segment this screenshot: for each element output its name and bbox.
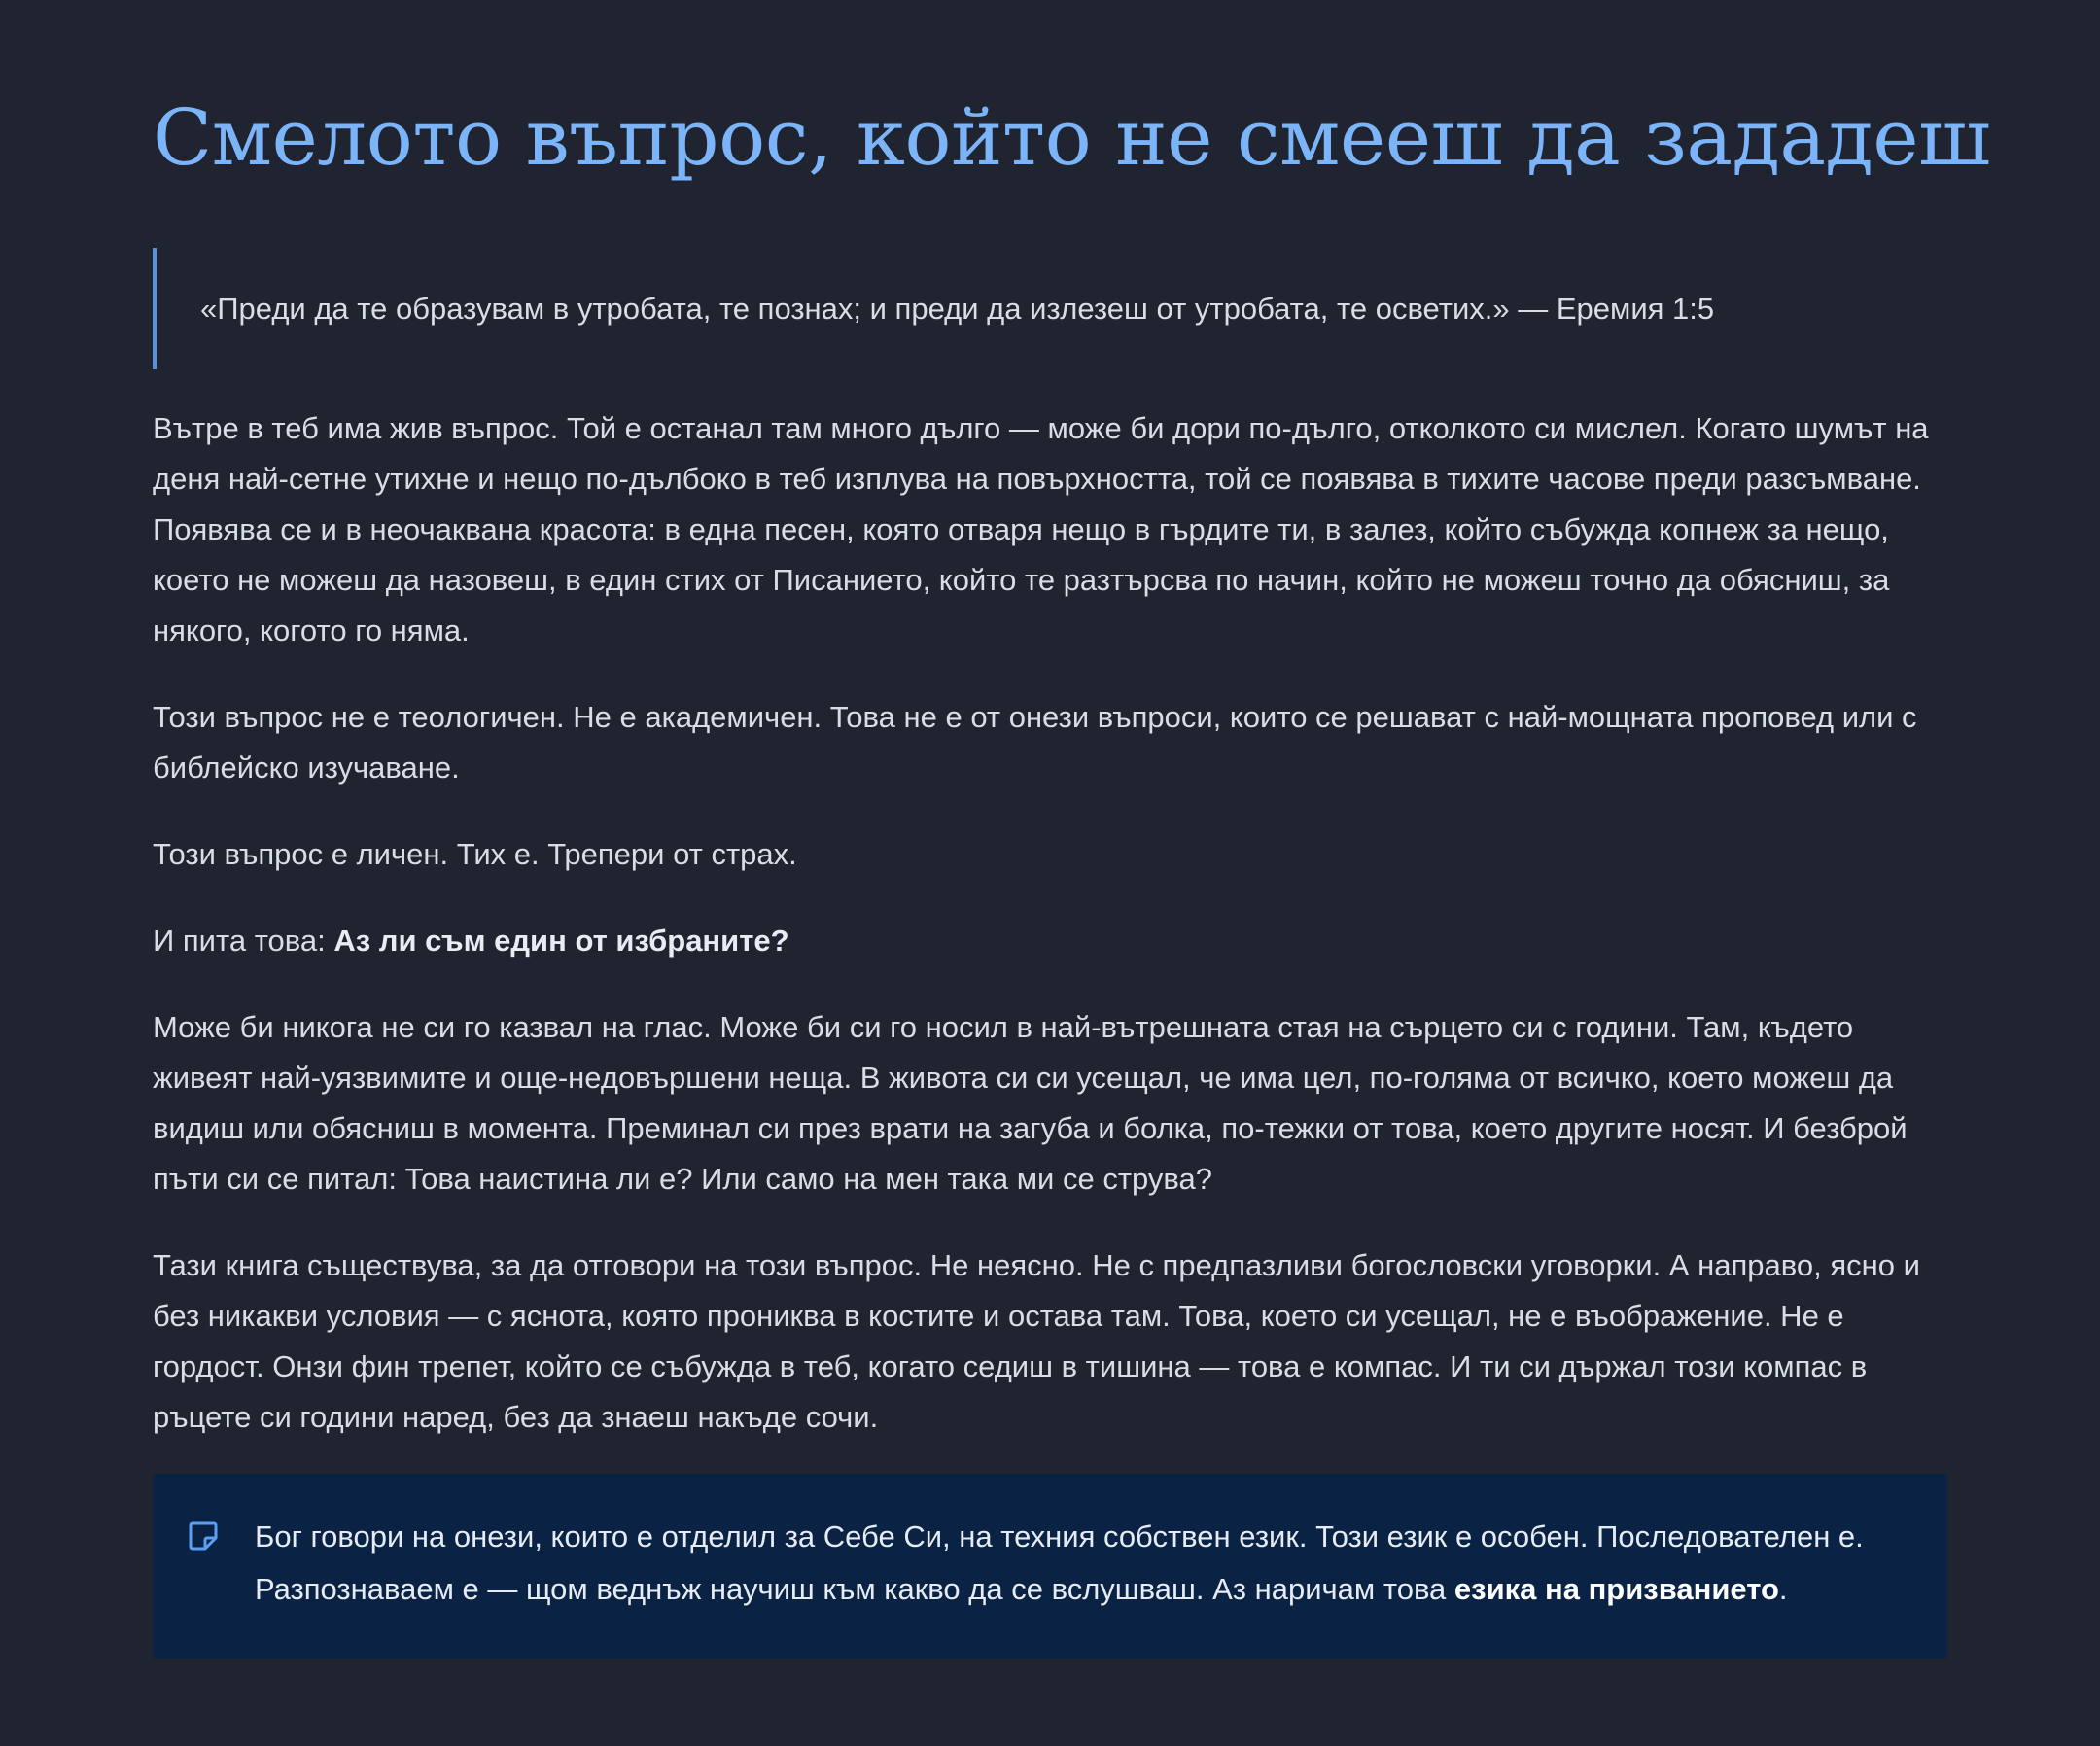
- question-lead: И пита това:: [153, 924, 334, 958]
- callout-text: Бог говори на онези, които е отделил за Себе Си, на техния собствен език. Този език е особен. Последователен е. Разпознаваем е — щом веднъж научиш към какво да се вслушваш. Аз наричам това: [255, 1519, 1864, 1606]
- epigraph-quote: [153, 248, 1947, 369]
- body-text: [153, 403, 1947, 1479]
- callout-emphasis: езика на призванието: [1453, 1572, 1779, 1606]
- paragraph: Този въпрос не е теологичен. Не е академичен. Това не е от онези въпроси, които се решават с най-мощната проповед или с библейско изучаване.: [153, 700, 1917, 785]
- note-callout: [153, 1474, 1947, 1659]
- question-emphasis: Аз ли съм един от избраните?: [333, 924, 789, 958]
- paragraph: Вътре в теб има жив въпрос. Той е останал там много дълго — може би дори по-дълго, отколкото си мислел. Когато шумът на деня най-сетне утихне и нещо по-дълбоко в теб изплува на повърхността, той се появява в тихите часове преди разсъмване. Появява се и в неочаквана красота: в една песен, която отваря нещо в гърдите ти, в залез, който събужда копнеж за нещо, което не можеш да назовеш, в един стих от Писанието, който те разтърсва по начин, който не можеш точно да обясниш, за някого, когото го няма.: [153, 411, 1929, 647]
- paragraph: Тази книга съществува, за да отговори на този въпрос. Не неясно. Не с предпазливи богословски уговорки. А направо, ясно и без никакви условия — с яснота, която прониква в костите и остава там. Това, което си усещал, не е въображение. Не е гордост. Онзи фин трепет, който се събужда в теб, когато седиш в тишина — това е компас. И ти си държал този компас в ръцете си години наред, без да знаеш накъде сочи.: [153, 1248, 1920, 1434]
- callout-end: .: [1778, 1572, 1788, 1606]
- paragraph: Този въпрос е личен. Тих е. Трепери от страх.: [153, 837, 797, 871]
- paragraph: Може би никога не си го казвал на глас. Може би си го носил в най-вътрешната стая на сърцето си с години. Там, където живеят най-уязвимите и още-недовършени неща. В живота си си усещал, че има цел, по-голяма от всичко, което можеш да видиш или обясниш в момента. Преминал си през врати на загуба и болка, по-тежки от това, което другите носят. И безброй пъти си се питал: Това наистина ли е? Или само на мен така ми се струва?: [153, 1010, 1908, 1196]
- note-icon: [188, 1520, 219, 1552]
- epigraph-text: «Преди да те образувам в утробата, те познах; и преди да излезеш от утробата, те осветих.» — Еремия 1:5: [200, 291, 1715, 326]
- question-paragraph: [153, 916, 1947, 966]
- page-title: Смелото въпрос, който не смееш да зададеш: [153, 92, 1991, 183]
